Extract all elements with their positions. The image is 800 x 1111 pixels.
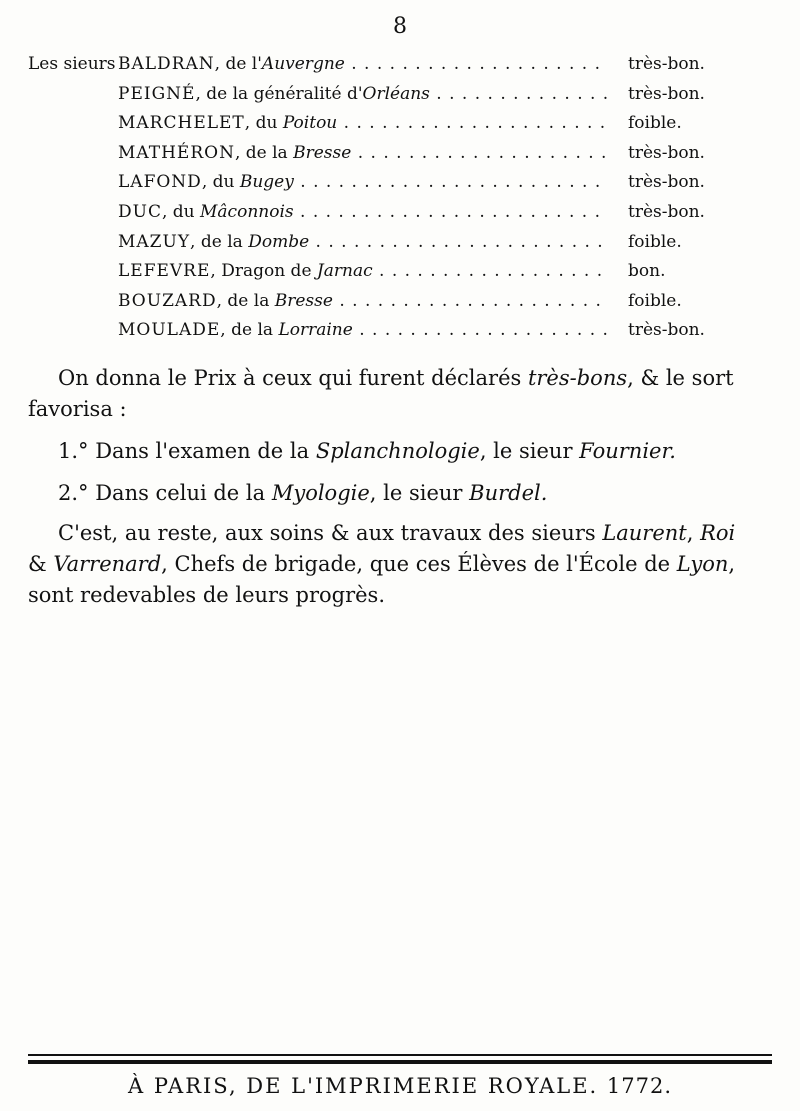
student-article: de	[285, 261, 317, 282]
student-separator: , de	[190, 231, 222, 252]
student-name: DUC	[118, 201, 162, 222]
student-row	[28, 316, 718, 346]
acknowledgement-paragraph: C'est, au reste, aux soins & aux travaux des sieurs Laurent, Roi & Varrenard, Chefs de brigade, que ces Élèves de l'École de Lyon, sont redevables de leurs progrès.	[28, 521, 736, 607]
list-prefix: Les sieurs	[28, 54, 116, 74]
student-separator: , de	[216, 290, 249, 311]
student-row	[28, 228, 718, 258]
student-grade: très-bon.	[618, 50, 718, 80]
imprint-line: À PARIS, DE L'IMPRIMERIE ROYALE. 1772.	[127, 1074, 673, 1098]
student-name: MARCHELET	[118, 113, 245, 134]
student-origin: Mâconnois	[200, 201, 294, 222]
student-origin: Bugey	[239, 172, 294, 193]
student-row	[28, 287, 718, 317]
student-name: PEIGNÉ	[118, 83, 196, 104]
student-separator: , de	[214, 54, 247, 74]
student-entry	[118, 198, 608, 228]
student-separator: , du	[201, 172, 235, 193]
student-origin: Bresse	[274, 290, 333, 311]
student-row	[28, 257, 718, 287]
student-entry	[118, 228, 608, 258]
imprint-rule-thick	[28, 1060, 772, 1064]
student-grade: foible.	[618, 109, 718, 139]
student-name: LAFOND	[118, 172, 202, 193]
student-origin: Jarnac	[316, 261, 373, 282]
student-name: BALDRAN	[118, 54, 215, 74]
student-entry	[118, 316, 608, 346]
student-entry	[118, 257, 608, 287]
student-separator: , de	[220, 320, 253, 341]
student-grade: très-bon.	[618, 198, 718, 228]
student-article: la	[252, 320, 279, 341]
student-list	[28, 50, 718, 346]
student-grade: très-bon.	[618, 168, 718, 198]
student-article: la	[221, 231, 249, 252]
student-article: l'	[246, 54, 262, 74]
student-grade: très-bon.	[618, 80, 718, 110]
student-row	[28, 109, 718, 139]
student-origin: Dombe	[248, 231, 310, 252]
student-article: la	[266, 142, 294, 163]
student-entry	[118, 287, 608, 317]
imprint-year: 1772.	[606, 1074, 673, 1098]
student-origin: Bresse	[293, 142, 352, 163]
splanchnology-paragraph: 1.° Dans l'examen de la Splanchnologie, le sieur Fournier.	[58, 439, 676, 463]
page-number: 8	[393, 14, 407, 39]
student-article: la généralité d'	[227, 83, 363, 104]
student-name: MOULADE	[118, 320, 221, 341]
student-separator: , de	[195, 83, 228, 104]
student-entry	[118, 80, 608, 110]
student-row	[28, 50, 718, 80]
student-origin: Poitou	[282, 113, 338, 134]
student-grade: très-bon.	[618, 139, 718, 169]
student-row	[28, 139, 718, 169]
student-separator: , du	[244, 113, 278, 134]
student-entry	[118, 109, 608, 139]
prize-paragraph: On donna le Prix à ceux qui furent déclarés très-bons, & le sort favorisa :	[28, 366, 734, 421]
student-grade: foible.	[618, 228, 718, 258]
student-row	[28, 198, 718, 228]
student-entry	[118, 139, 608, 169]
student-entry	[118, 50, 608, 80]
student-entry	[118, 168, 608, 198]
student-article: la	[248, 290, 275, 311]
student-origin: Orléans	[362, 83, 430, 104]
student-row	[28, 168, 718, 198]
student-name: LEFEVRE	[118, 261, 211, 282]
student-name: BOUZARD	[118, 290, 217, 311]
student-origin: Auvergne	[261, 54, 345, 74]
student-separator: , Dragon	[210, 261, 286, 282]
student-grade: très-bon.	[618, 316, 718, 346]
student-separator: , du	[161, 201, 195, 222]
student-name: MATHÉRON	[118, 142, 235, 163]
student-row	[28, 80, 718, 110]
student-origin: Lorraine	[278, 320, 353, 341]
student-name: MAZUY	[118, 231, 191, 252]
student-grade: bon.	[618, 257, 718, 287]
imprint-rule-thin	[28, 1054, 772, 1056]
myology-paragraph: 2.° Dans celui de la Myologie, le sieur Burdel.	[58, 481, 548, 505]
student-separator: , de	[234, 142, 267, 163]
student-grade: foible.	[618, 287, 718, 317]
